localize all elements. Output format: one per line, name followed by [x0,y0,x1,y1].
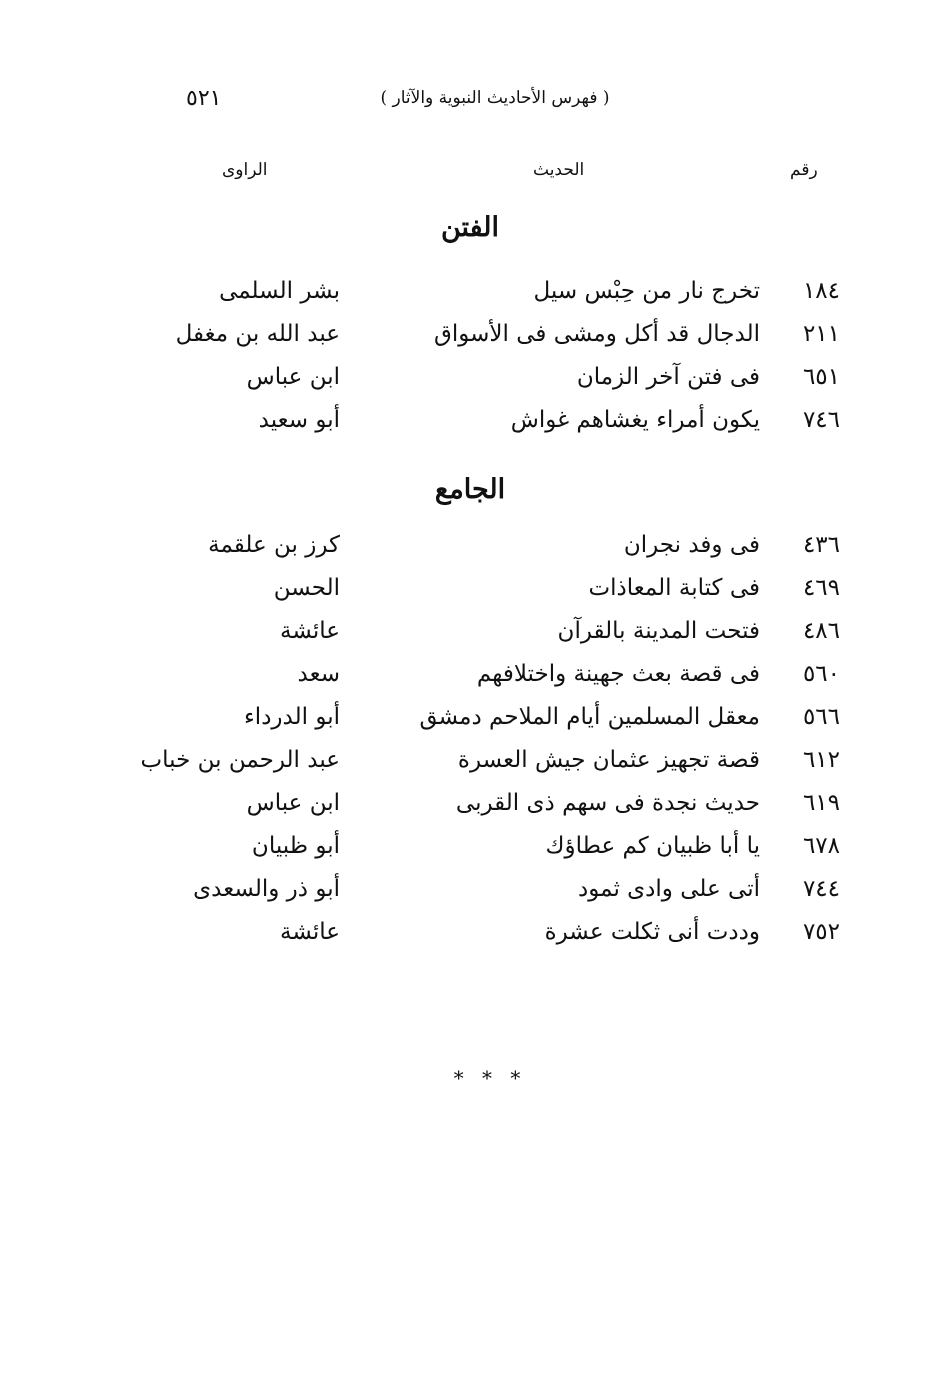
table-row [0,704,938,748]
narrator-name: أبو ظبيان [251,833,340,859]
hadith-text: أتى على وادى ثمود [578,876,760,902]
hadith-text: تخرج نار من حِبْس سيل [533,278,760,304]
hadith-text: فتحت المدينة بالقرآن [557,618,760,644]
hadith-number: ٤٨٦ [802,618,840,644]
hadith-text: وددت أنى ثكلت عشرة [544,919,760,945]
running-title: ( فهرس الأحاديث النبوية والآثار ) [380,88,610,108]
hadith-number: ٤٦٩ [802,575,840,601]
table-row [0,919,938,963]
narrator-name: عائشة [280,618,340,644]
table-row [0,364,938,408]
hadith-number: ٦٧٨ [802,833,840,859]
hadith-text: فى فتن آخر الزمان [576,364,760,390]
narrator-name: عبد الرحمن بن خباب [140,747,340,773]
narrator-name: أبو سعيد [258,407,340,433]
narrator-name: أبو ذر والسعدى [193,876,340,902]
hadith-text: فى كتابة المعاذات [588,575,760,601]
table-row [0,532,938,576]
narrator-name: ابن عباس [246,790,340,816]
hadith-text: الدجال قد أكل ومشى فى الأسواق [434,321,760,347]
end-of-page-asterisks: * * * [453,1066,527,1090]
section-title-jami: الجامع [434,474,506,505]
hadith-text: معقل المسلمين أيام الملاحم دمشق [419,704,760,730]
table-row [0,618,938,662]
narrator-name: أبو الدرداء [243,704,340,730]
narrator-name: الحسن [273,575,340,601]
hadith-number: ٧٤٦ [802,407,840,433]
table-row [0,833,938,877]
hadith-number: ٥٦٦ [802,704,840,730]
hadith-number: ٤٣٦ [802,532,840,558]
column-header-narrator: الراوى [222,160,268,180]
column-header-number: رقم [790,160,818,180]
table-row [0,790,938,834]
hadith-text: حديث نجدة فى سهم ذى القربى [455,790,760,816]
narrator-name: عائشة [280,919,340,945]
hadith-text: يا أبا ظبيان كم عطاؤك [545,833,760,859]
hadith-text: قصة تجهيز عثمان جيش العسرة [457,747,760,773]
hadith-number: ٥٦٠ [802,661,840,687]
table-row [0,407,938,451]
hadith-number: ٧٤٤ [802,876,840,902]
hadith-text: فى وفد نجران [623,532,760,558]
narrator-name: كرز بن علقمة [208,532,340,558]
hadith-number: ٦١٩ [802,790,840,816]
hadith-text: فى قصة بعث جهينة واختلافهم [476,661,760,687]
table-row [0,321,938,365]
table-row [0,747,938,791]
column-header-hadith: الحديث [533,160,585,180]
table-row [0,575,938,619]
hadith-number: ٢١١ [802,321,840,347]
table-row [0,278,938,322]
narrator-name: بشر السلمى [219,278,340,304]
narrator-name: سعد [297,661,340,687]
page-number: ٥٢١ [186,86,222,111]
hadith-number: ٧٥٢ [802,919,840,945]
narrator-name: ابن عباس [246,364,340,390]
hadith-number: ٦٥١ [802,364,840,390]
table-row [0,876,938,920]
narrator-name: عبد الله بن مغفل [175,321,340,347]
hadith-number: ١٨٤ [802,278,840,304]
section-title-fitan: الفتن [440,212,500,243]
table-row [0,661,938,705]
hadith-number: ٦١٢ [802,747,840,773]
hadith-text: يكون أمراء يغشاهم غواش [510,407,760,433]
